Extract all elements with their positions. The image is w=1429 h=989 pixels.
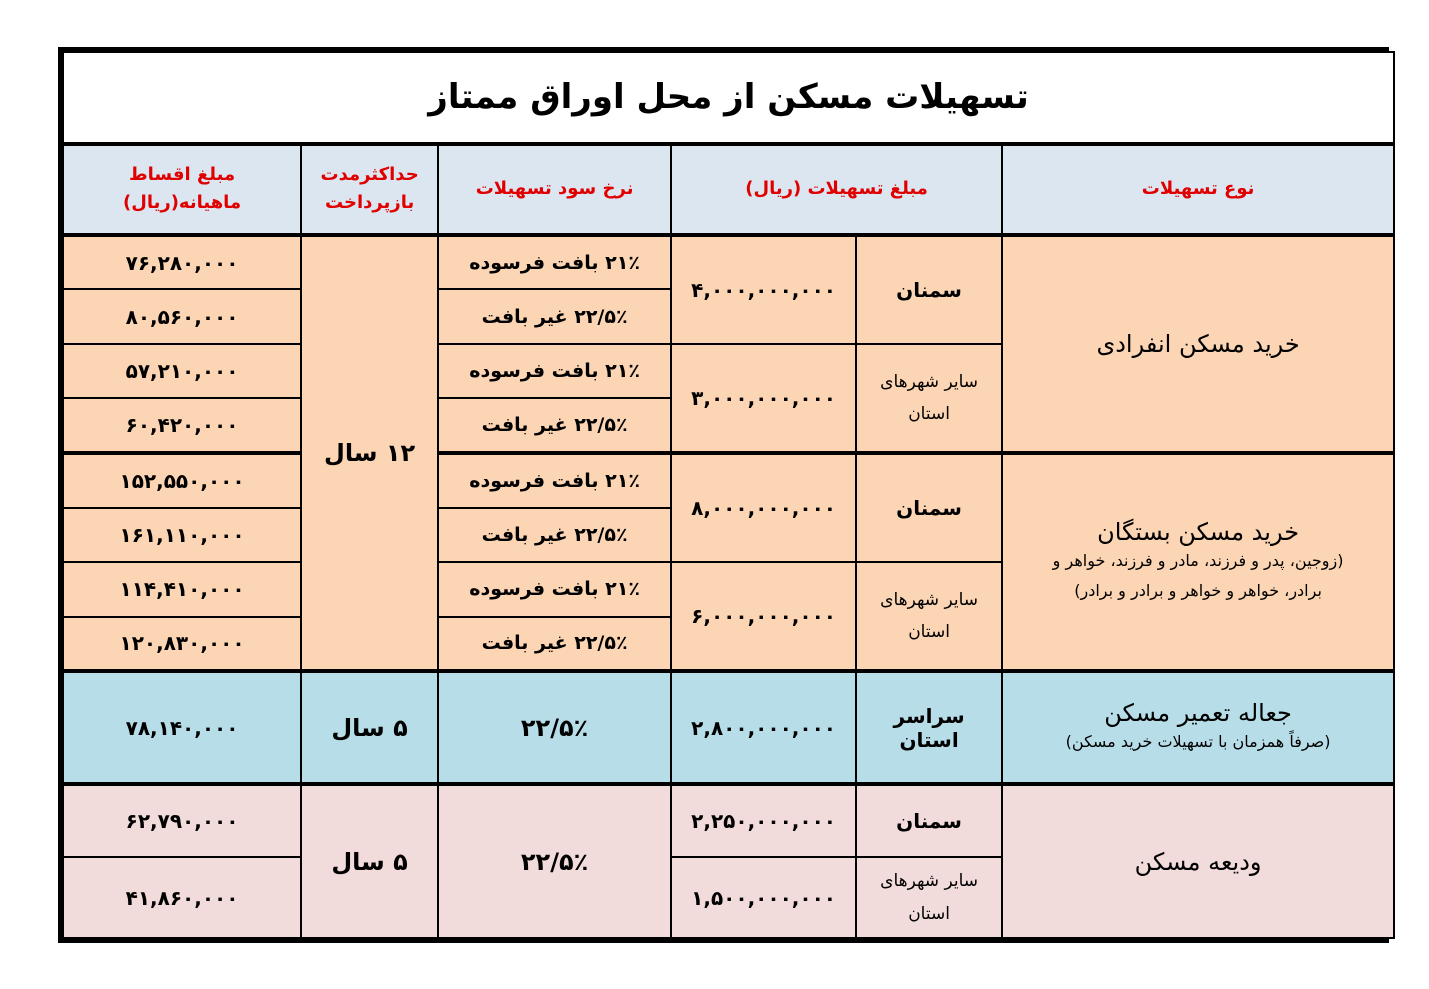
header-monthly-installment: مبلغ اقساط ماهیانه(ریال): [63, 144, 301, 235]
loan-type-individual-purchase: خرید مسکن انفرادی: [1002, 235, 1394, 453]
rate-non-old-fabric: ۲۲/۵٪ غیر بافت: [438, 617, 671, 672]
duration-5-years: ۵ سال: [301, 671, 438, 784]
loan-amount: ۲,۲۵۰,۰۰۰,۰۰۰: [671, 784, 856, 857]
table-row: [63, 671, 1394, 784]
installment: ۶۲,۷۹۰,۰۰۰: [63, 784, 301, 857]
loan-type-repair: جعاله تعمیر مسکن (صرفاً همزمان با تسهیلات خرید مسکن): [1002, 671, 1394, 784]
header-max-duration: حداکثرمدت بازپرداخت: [301, 144, 438, 235]
loan-amount: ۸,۰۰۰,۰۰۰,۰۰۰: [671, 453, 856, 562]
duration-5-years: ۵ سال: [301, 784, 438, 938]
housing-loans-table-frame: [58, 47, 1389, 943]
city-cell: سمنان: [856, 784, 1002, 857]
city-cell: سراسر استان: [856, 671, 1002, 784]
rate-non-old-fabric: ۲۲/۵٪ غیر بافت: [438, 508, 671, 563]
installment: ۱۵۲,۵۵۰,۰۰۰: [63, 453, 301, 508]
loan-amount: ۴,۰۰۰,۰۰۰,۰۰۰: [671, 235, 856, 344]
loan-amount: ۲,۸۰۰,۰۰۰,۰۰۰: [671, 671, 856, 784]
interest-rate: ۲۲/۵٪: [438, 671, 671, 784]
city-cell: سمنان: [856, 453, 1002, 562]
interest-rate: ۲۲/۵٪: [438, 784, 671, 938]
installment: ۵۷,۲۱۰,۰۰۰: [63, 344, 301, 399]
housing-loans-table: [62, 51, 1395, 939]
loan-amount: ۶,۰۰۰,۰۰۰,۰۰۰: [671, 562, 856, 671]
installment: ۱۱۴,۴۱۰,۰۰۰: [63, 562, 301, 617]
rate-non-old-fabric: ۲۲/۵٪ غیر بافت: [438, 398, 671, 453]
page-title: تسهیلات مسکن از محل اوراق ممتاز: [63, 52, 1394, 144]
installment: ۷۶,۲۸۰,۰۰۰: [63, 235, 301, 290]
header-interest-rate: نرخ سود تسهیلات: [438, 144, 671, 235]
city-cell: سایر شهرهای استان: [856, 344, 1002, 453]
loan-type-relatives-purchase: خرید مسکن بستگان (زوجین، پدر و فرزند، مادر و فرزند، خواهر و برادر، خواهر و خواهر و برادر و برادر): [1002, 453, 1394, 671]
city-cell: سمنان: [856, 235, 1002, 344]
rate-old-fabric: ۲۱٪ بافت فرسوده: [438, 344, 671, 399]
rate-old-fabric: ۲۱٪ بافت فرسوده: [438, 235, 671, 290]
header-loan-type: نوع تسهیلات: [1002, 144, 1394, 235]
installment: ۸۰,۵۶۰,۰۰۰: [63, 289, 301, 344]
installment: ۷۸,۱۴۰,۰۰۰: [63, 671, 301, 784]
installment: ۱۲۰,۸۳۰,۰۰۰: [63, 617, 301, 672]
table-header-row: [63, 144, 1394, 235]
city-cell: سایر شهرهای استان: [856, 562, 1002, 671]
city-cell: سایر شهرهای استان: [856, 857, 1002, 938]
loan-type-deposit: ودیعه مسکن: [1002, 784, 1394, 938]
rate-old-fabric: ۲۱٪ بافت فرسوده: [438, 453, 671, 508]
table-row: [63, 235, 1394, 290]
duration-12-years: ۱۲ سال: [301, 235, 438, 671]
table-row: [63, 453, 1394, 508]
installment: ۴۱,۸۶۰,۰۰۰: [63, 857, 301, 938]
installment: ۱۶۱,۱۱۰,۰۰۰: [63, 508, 301, 563]
table-row: [63, 784, 1394, 857]
installment: ۶۰,۴۲۰,۰۰۰: [63, 398, 301, 453]
loan-amount: ۱,۵۰۰,۰۰۰,۰۰۰: [671, 857, 856, 938]
loan-amount: ۳,۰۰۰,۰۰۰,۰۰۰: [671, 344, 856, 453]
rate-old-fabric: ۲۱٪ بافت فرسوده: [438, 562, 671, 617]
rate-non-old-fabric: ۲۲/۵٪ غیر بافت: [438, 289, 671, 344]
header-loan-amount: مبلغ تسهیلات (ریال): [671, 144, 1002, 235]
